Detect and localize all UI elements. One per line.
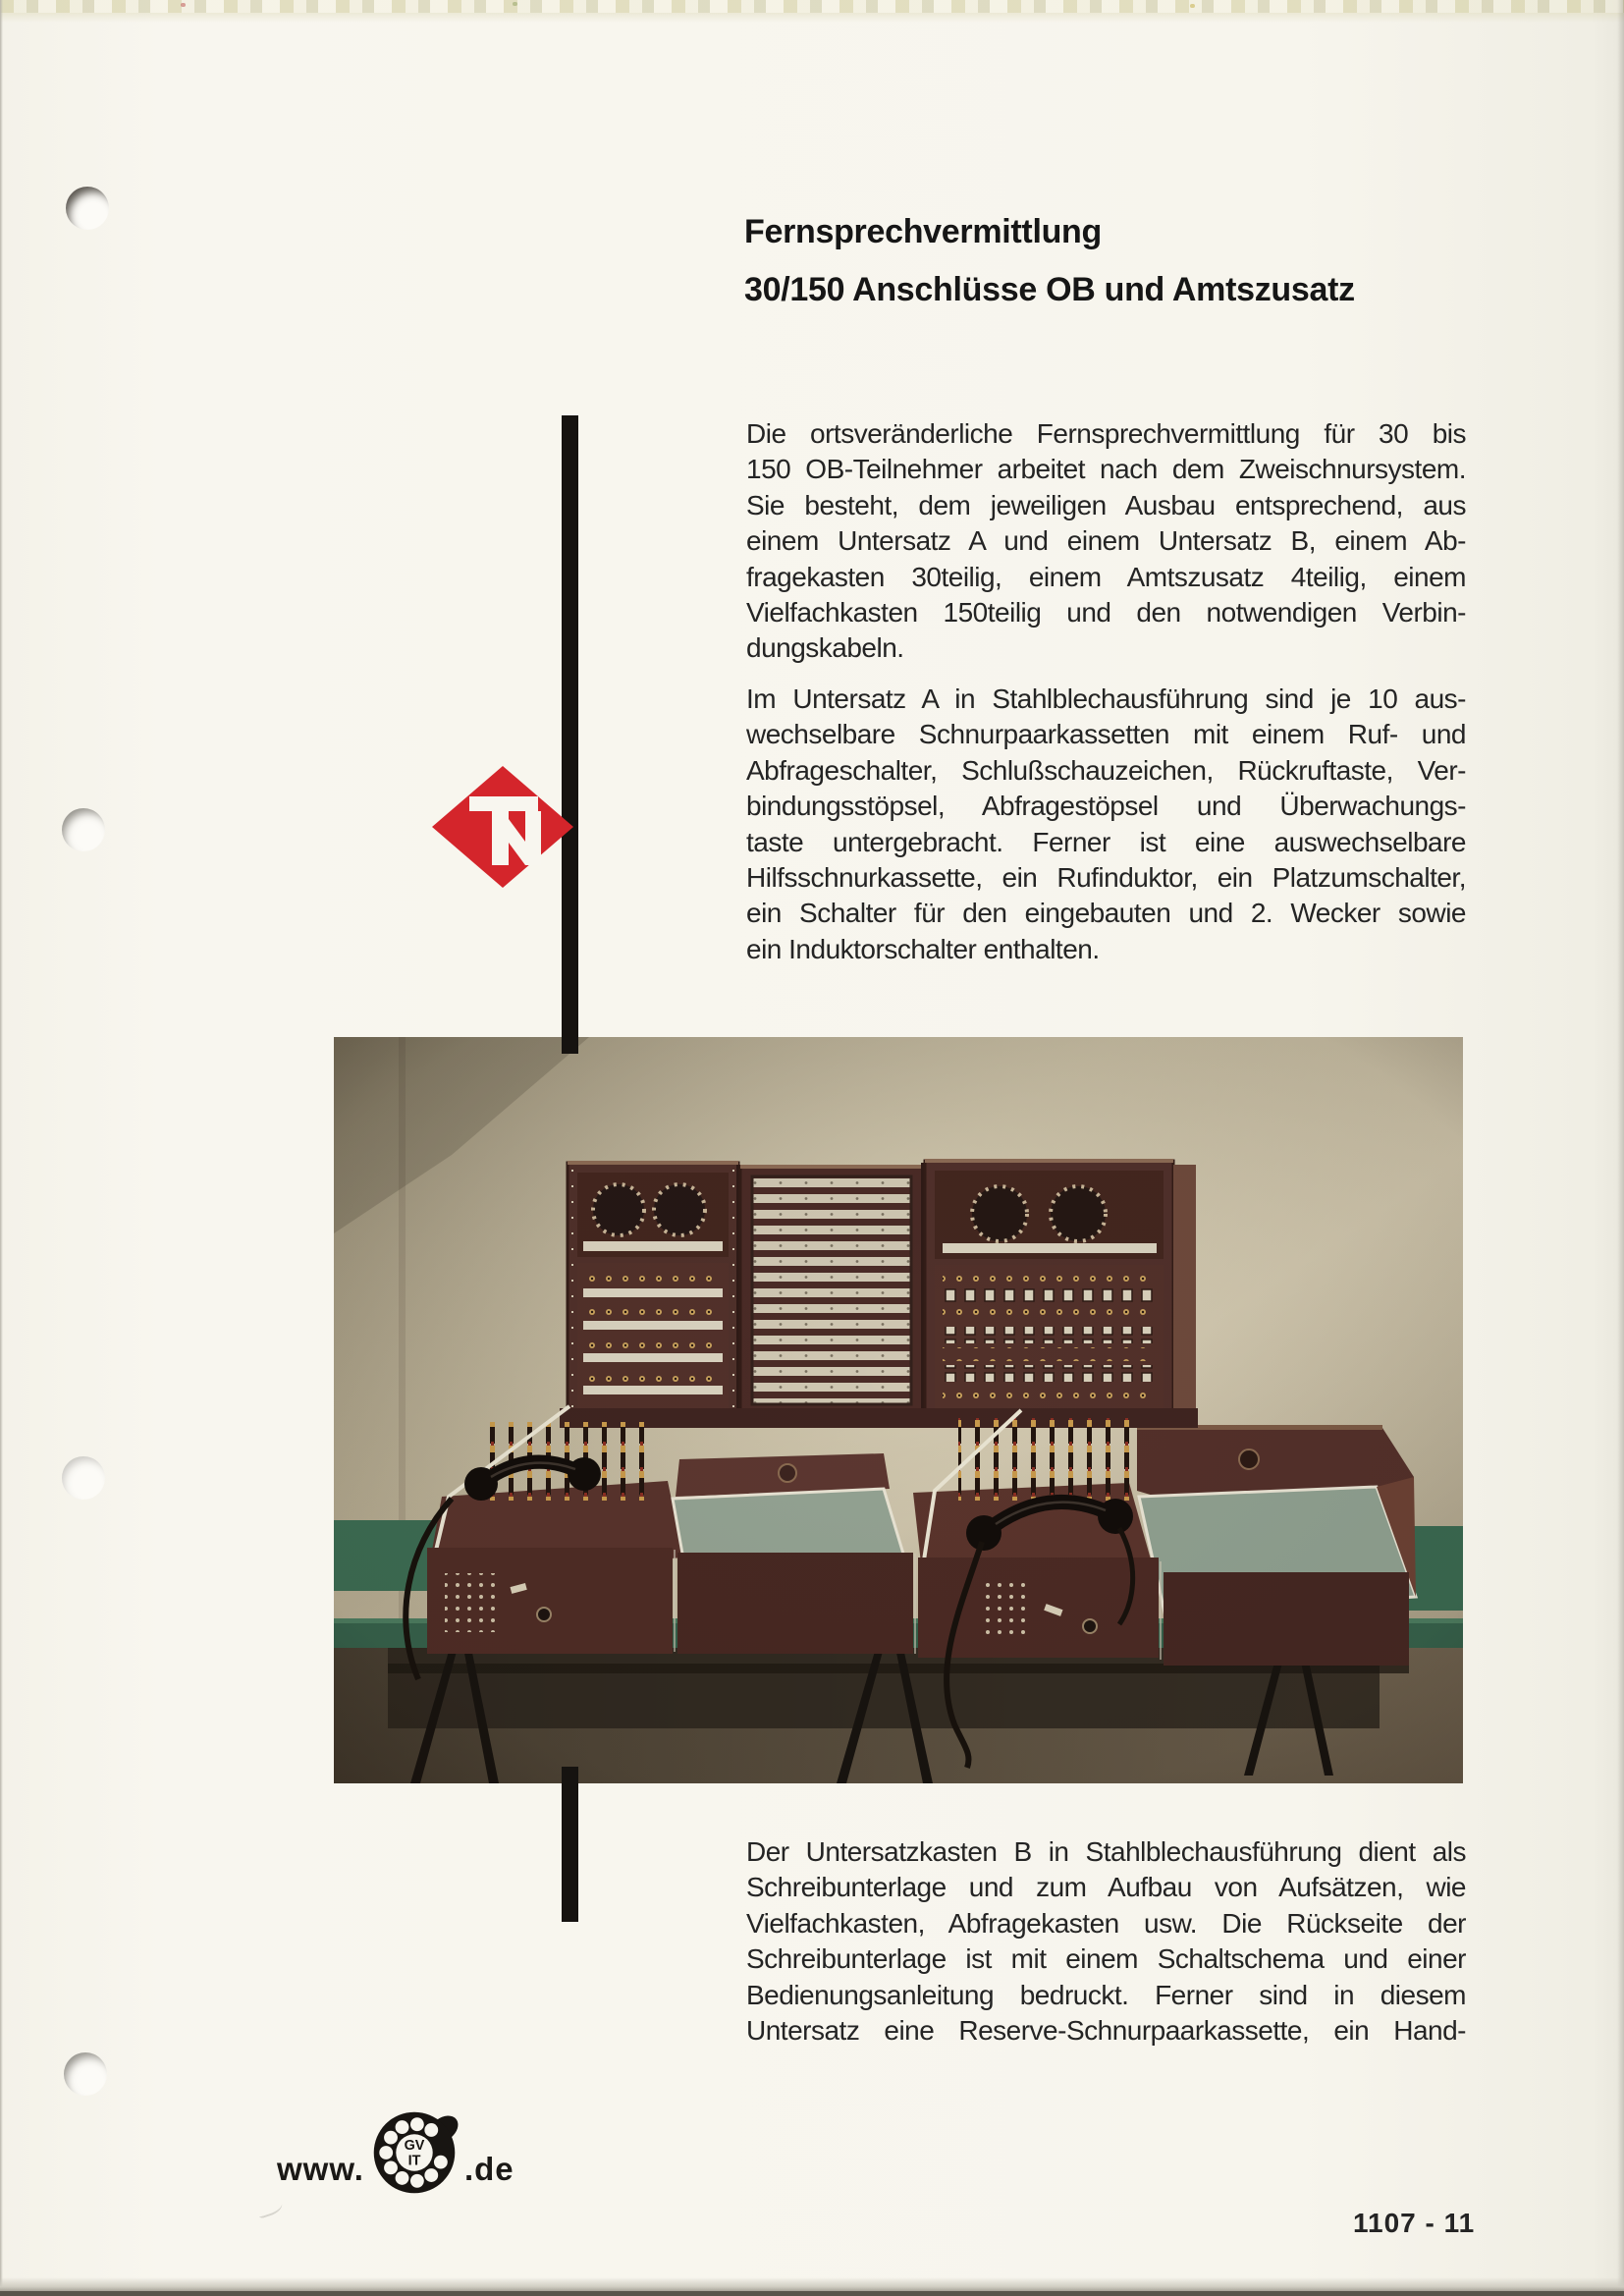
- body-text-line: Abfrageschalter, Schlußschauzeichen, Rückruftaste, Ver-: [746, 754, 1466, 786]
- body-text-line: dungskabeln.: [746, 632, 904, 664]
- body-text-line: fragekasten 30teilig, einem Amtszusatz 4teilig, einem: [746, 561, 1466, 592]
- divider-bar-bottom: [562, 1767, 578, 1922]
- body-text-line: taste untergebracht. Ferner ist eine auswechselbare: [746, 826, 1466, 857]
- page-title-line1: Fernsprechvermittlung: [744, 213, 1102, 250]
- paragraph-3: [746, 1834, 1466, 2049]
- paragraph-2: [746, 682, 1466, 967]
- left-scan-edge: [0, 0, 3, 2296]
- body-text-line: 150 OB-Teilnehmer arbeitet nach dem Zweischnursystem.: [746, 454, 1466, 485]
- body-text-line: Bedienungsanleitung bedruckt. Ferner sind in diesem: [746, 1979, 1466, 2010]
- top-scan-edge-artifacts: [0, 0, 1624, 13]
- body-text-line: Vielfachkasten 150teilig und den notwendigen Verbin-: [746, 597, 1466, 629]
- punch-hole-1: [66, 187, 109, 230]
- punch-hole-2: [62, 808, 105, 851]
- body-text-line: ein Schalter für den eingebauten und 2. Wecker sowie: [746, 898, 1466, 929]
- www-text: www.: [277, 2151, 364, 2187]
- divider-bar-top: [562, 415, 578, 1054]
- rotary-dial-icon: [367, 2105, 461, 2200]
- pencil-smudge: [255, 2198, 284, 2218]
- right-scan-edge-shadow: [1617, 0, 1624, 2296]
- scan-speck-green: [513, 2, 517, 6]
- dial-center-text-gv: GV: [404, 2138, 425, 2155]
- bottom-scan-edge: [0, 2277, 1624, 2291]
- paragraph-1: [746, 416, 1466, 667]
- punch-hole-4: [64, 2052, 107, 2096]
- photo-vignette: [334, 1037, 1463, 1783]
- body-text-line: Hilfsschnurkassette, ein Rufinduktor, ein Platzumschalter,: [746, 862, 1466, 894]
- body-text-line: Untersatz eine Reserve-Schnurpaarkassette, ein Hand-: [746, 2015, 1466, 2047]
- bottom-scan-edge-line: [0, 2291, 1624, 2296]
- tn-diamond-logo: [430, 764, 575, 890]
- scan-speck-red: [181, 3, 186, 7]
- de-text: .de: [463, 2151, 514, 2187]
- top-scan-edge-fade: [0, 13, 1624, 23]
- page-title-line2: 30/150 Anschlüsse OB und Amtszusatz: [744, 271, 1355, 308]
- body-text-line: Vielfachkasten, Abfragekasten usw. Die Rückseite der: [746, 1907, 1466, 1939]
- body-text-line: Im Untersatz A in Stahlblechausführung sind je 10 aus-: [746, 683, 1466, 714]
- punch-hole-3: [62, 1456, 105, 1500]
- body-text-line: Sie besteht, dem jeweiligen Ausbau entsprechend, aus: [746, 489, 1466, 520]
- dial-center-text-it: IT: [407, 2153, 421, 2169]
- body-text-line: einem Untersatz A und einem Untersatz B, einem Ab-: [746, 525, 1466, 557]
- body-text-line: Der Untersatzkasten B in Stahlblechausführung dient als: [746, 1836, 1466, 1867]
- body-text-line: bindungsstöpsel, Abfragestöpsel und Überwachungs-: [746, 791, 1466, 822]
- body-text-line: Die ortsveränderliche Fernsprechvermittlung für 30 bis: [746, 418, 1466, 449]
- body-text-line: Schreibunterlage und zum Aufbau von Aufsätzen, wie: [746, 1872, 1466, 1903]
- body-text-line: ein Induktorschalter enthalten.: [746, 933, 1100, 964]
- scan-speck-yellow: [1190, 4, 1195, 8]
- website-logo: [277, 2104, 514, 2200]
- body-text-line: wechselbare Schnurpaarkassetten mit einem Ruf- und: [746, 719, 1466, 750]
- equipment-photo: [334, 1037, 1463, 1783]
- body-text-line: Schreibunterlage ist mit einem Schaltschema und einer: [746, 1943, 1466, 1975]
- page-number: 1107 - 11: [1353, 2208, 1476, 2238]
